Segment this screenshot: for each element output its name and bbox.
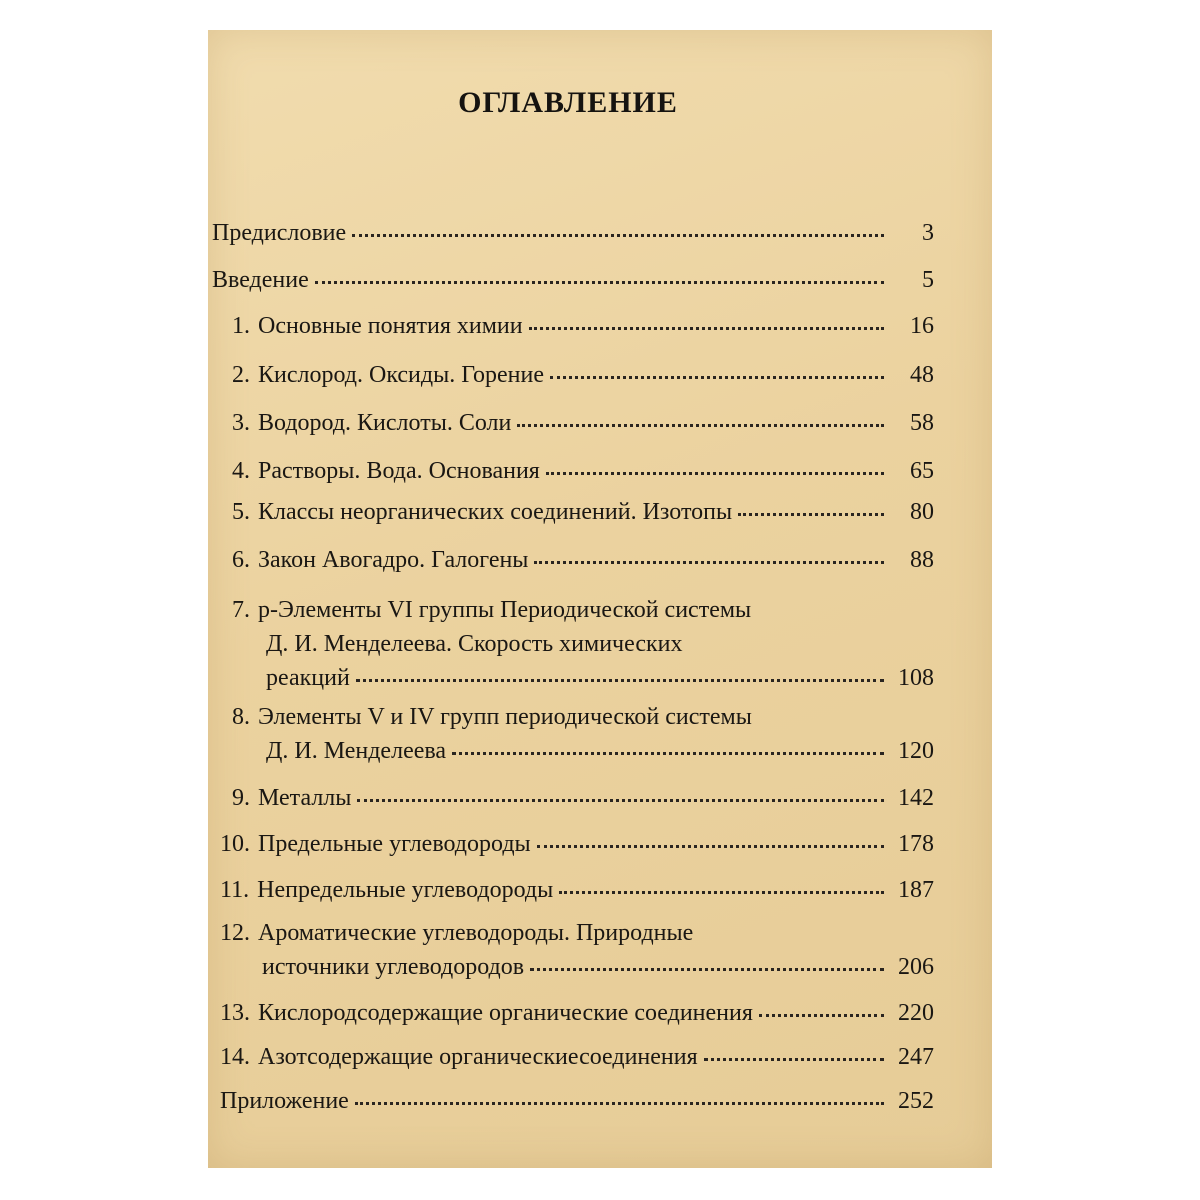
entry-page-number: 48 <box>910 362 934 388</box>
entry-page-number: 120 <box>898 738 934 764</box>
page-title: ОГЛАВЛЕНИЕ <box>458 86 678 119</box>
entry-number: 5. <box>232 499 250 525</box>
entry-title-line-1: Ароматические углеводороды. Природные <box>258 920 694 946</box>
entry-number: 2. <box>232 362 250 388</box>
entry-title: Классы неорганических соединений. Изотопы <box>258 499 733 525</box>
entry-number: 8. <box>232 704 250 730</box>
dot-leader <box>550 376 884 379</box>
dot-leader <box>530 968 884 971</box>
toc-entry-chapter-1 <box>232 309 934 343</box>
entry-title: Водород. Кислоты. Соли <box>258 410 512 436</box>
entry-page-number: 65 <box>910 458 934 484</box>
entry-title-line-1: р-Элементы VI группы Периодической системы <box>258 597 752 623</box>
entry-number: 12. <box>220 920 250 946</box>
entry-number: 3. <box>232 410 250 436</box>
entry-page-number: 220 <box>898 1000 934 1026</box>
entry-page-number: 142 <box>898 785 934 811</box>
dot-leader <box>357 799 884 802</box>
entry-title: Приложение <box>220 1088 349 1114</box>
entry-number: 7. <box>232 597 250 623</box>
dot-leader <box>546 472 884 475</box>
dot-leader <box>356 679 884 682</box>
toc-entry-introduction <box>212 263 934 297</box>
dot-leader <box>759 1014 884 1017</box>
entry-title: Кислород. Оксиды. Горение <box>258 362 544 388</box>
table-of-contents <box>212 30 942 1168</box>
dot-leader <box>529 327 884 330</box>
entry-page-number: 3 <box>922 220 934 246</box>
entry-number: 1. <box>232 313 250 339</box>
entry-title: Введение <box>212 267 309 293</box>
entry-number: 13. <box>220 1000 250 1026</box>
entry-page-number: 5 <box>922 267 934 293</box>
toc-entry-chapter-12 <box>220 916 934 984</box>
dot-leader <box>704 1058 884 1061</box>
dot-leader <box>352 234 884 237</box>
entry-title: реакций <box>266 665 350 691</box>
entry-number: 14. <box>220 1044 250 1070</box>
entry-title: Непредельные углеводороды <box>257 877 554 903</box>
entry-number: 6. <box>232 547 250 573</box>
toc-entry-chapter-10 <box>220 827 934 861</box>
entry-number: 4. <box>232 458 250 484</box>
entry-page-number: 108 <box>898 665 934 691</box>
toc-entry-chapter-13 <box>220 996 934 1030</box>
dot-leader <box>559 891 884 894</box>
toc-entry-chapter-3 <box>232 406 934 440</box>
dot-leader <box>315 281 884 284</box>
toc-entry-chapter-9 <box>232 781 934 815</box>
book-page <box>208 30 992 1168</box>
entry-page-number: 88 <box>910 547 934 573</box>
entry-title: источники углеводородов <box>262 954 525 980</box>
dot-leader <box>452 752 884 755</box>
entry-page-number: 80 <box>910 499 934 525</box>
toc-entry-chapter-8 <box>232 700 934 768</box>
toc-entry-preface <box>212 216 934 250</box>
entry-page-number: 16 <box>910 313 934 339</box>
entry-title: Металлы <box>258 785 352 811</box>
entry-number: 10. <box>220 831 250 857</box>
entry-title: Растворы. Вода. Основания <box>258 458 540 484</box>
dot-leader <box>534 561 884 564</box>
entry-title: Азотсодержащие органическиесоединения <box>258 1044 698 1070</box>
toc-entry-chapter-7 <box>232 593 934 695</box>
dot-leader <box>738 513 884 516</box>
entry-title: Основные понятия химии <box>258 313 523 339</box>
entry-page-number: 252 <box>898 1088 934 1114</box>
entry-title-line-1: Элементы V и IV групп периодической системы <box>258 704 752 730</box>
entry-title: Предисловие <box>212 220 347 246</box>
dot-leader <box>537 845 884 848</box>
entry-title: Кислородсодержащие органические соединения <box>258 1000 753 1026</box>
entry-number: 9. <box>232 785 250 811</box>
dot-leader <box>517 424 884 427</box>
entry-number: 11. <box>220 877 250 903</box>
entry-title: Д. И. Менделеева <box>266 738 447 764</box>
entry-title: Предельные углеводороды <box>258 831 531 857</box>
dot-leader <box>355 1102 884 1105</box>
entry-page-number: 178 <box>898 831 934 857</box>
entry-page-number: 58 <box>910 410 934 436</box>
toc-entry-chapter-5 <box>232 495 934 529</box>
toc-entry-chapter-14 <box>220 1040 934 1074</box>
entry-page-number: 206 <box>898 954 934 980</box>
entry-page-number: 187 <box>898 877 934 903</box>
toc-entry-chapter-2 <box>232 358 934 392</box>
toc-entry-chapter-4 <box>232 454 934 488</box>
toc-entry-appendix <box>220 1084 934 1118</box>
entry-page-number: 247 <box>898 1044 934 1070</box>
toc-entry-chapter-6 <box>232 543 934 577</box>
entry-title-line-2: Д. И. Менделеева. Скорость химических <box>266 631 683 657</box>
toc-entry-chapter-11 <box>220 873 934 907</box>
entry-title: Закон Авогадро. Галогены <box>258 547 529 573</box>
